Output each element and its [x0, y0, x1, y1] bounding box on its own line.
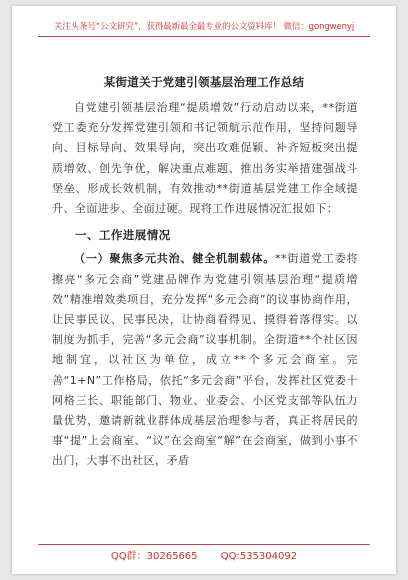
footer-divider — [38, 544, 370, 545]
header-divider — [38, 36, 370, 37]
intro-paragraph: 自党建引领基层治理“提质增效”行动启动以来，**街道党工委充分发挥党建引领和书记领航示范作用，坚持问题导向、目标导向、效果导向，突出攻难促颖、补齐短板突出提质增效、创先争优，解决重点难题、推出务实举措建强战斗堡垒、形成长效机制，有效推动**街道基层党建工作全域提升、全面进步、全面过硬。现将工作进展情况汇报如下： — [52, 101, 358, 216]
subsection-body: **街道党工委将擦亮“多元会商”党建品牌作为党建引领基层治理“提质增效”精准增效类项目，充分发挥“多元会商”的议事协商作用，让民事民议、民事民决，让协商看得见、摸得着落得实。以制度为抓手，完善“多元会商”议事机制。全街道**个社区因地制宜，以社区为单位，成立**个多元会商室。完善“1+N”工作格局，依托“多元会商”平台，发挥社区党委十网格三长、职能部门、物业、业委会、小区党支部等队伍力量优势，邀请新就业群体成基层治理参与者，真正将居民的事“提”上会商室、“议”在会商室“解”在会商室，做到小事不出门，大事不出社区，矛盾 — [52, 252, 358, 468]
footer-contact — [12, 547, 396, 562]
document-title: 某街道关于党建引领基层治理工作总结 — [103, 75, 305, 89]
document-body — [52, 98, 358, 472]
subsection-heading: （一）聚焦多元共治、健全机制载体。 — [74, 252, 276, 266]
document-page — [12, 6, 396, 574]
section-heading: 一、工作进展情况 — [75, 228, 171, 243]
qq-text: QQ:535304092 — [220, 551, 298, 562]
promo-banner: 关注头条号“公文研究”，获得最新最全最专业的公文资料库！ 微信：gongwenyj — [53, 22, 355, 32]
qq-group-text: QQ群：30265665 — [110, 551, 198, 562]
subsection-paragraph — [52, 249, 358, 471]
